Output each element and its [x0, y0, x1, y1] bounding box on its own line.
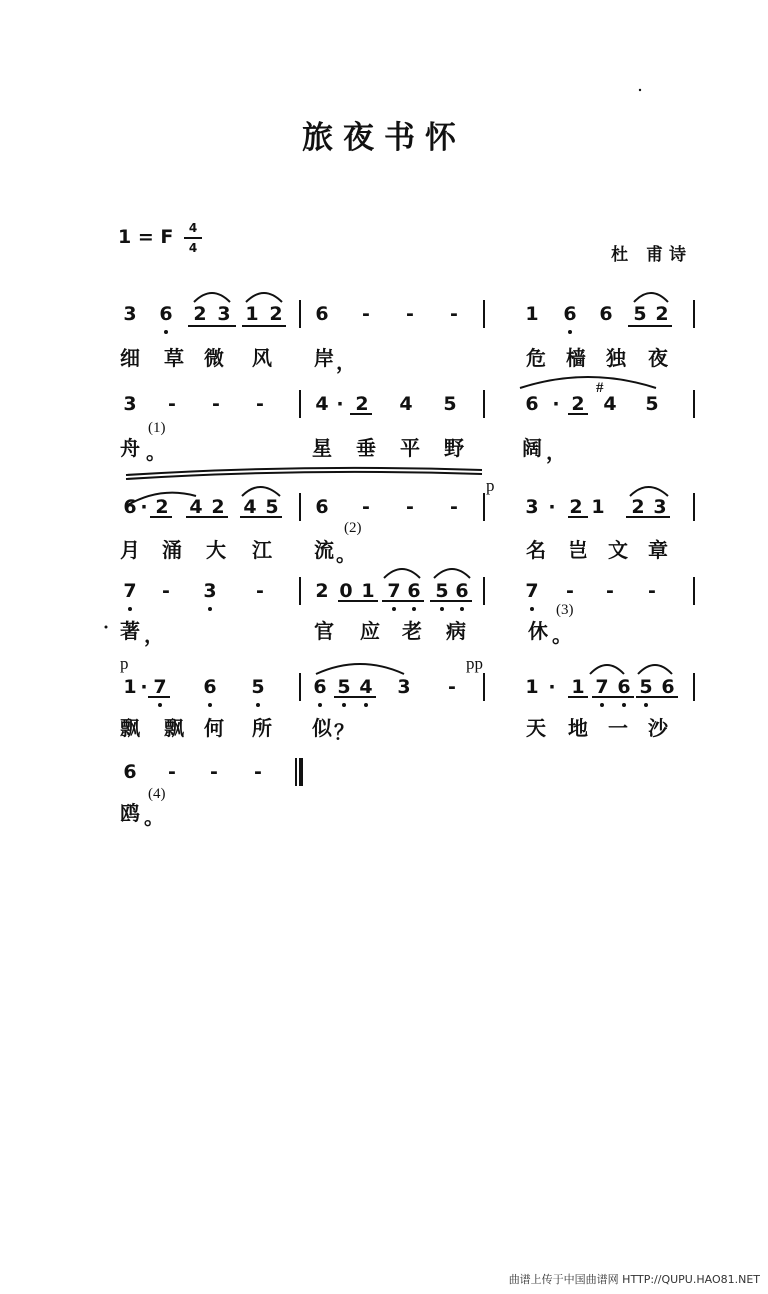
lyric: 舟 [120, 436, 140, 460]
octave-dot [622, 703, 626, 707]
note: 5 [337, 676, 351, 698]
note: 5 [443, 393, 457, 415]
note: - [168, 393, 176, 415]
note: 7 [525, 580, 539, 602]
lyric: 老 [402, 619, 422, 643]
lyric: 鸥 [120, 801, 140, 825]
note: 1 [525, 303, 539, 325]
note: - [256, 393, 264, 415]
lyric: 野 [444, 436, 464, 460]
note: 4 [315, 393, 329, 415]
note: 7 [123, 580, 137, 602]
lyric: 微 [204, 346, 224, 370]
lyric-punctuation: 。 [336, 542, 356, 566]
octave-dot [530, 607, 534, 611]
note: - [450, 303, 458, 325]
note: 7 [595, 676, 609, 698]
lyric: 细 [120, 346, 140, 370]
dynamic-marking: pp [466, 654, 483, 673]
slur [638, 665, 672, 674]
note: 2 [655, 303, 669, 325]
footnote-marker: (1) [148, 420, 166, 436]
octave-dot [158, 703, 162, 707]
note: - [450, 496, 458, 518]
note: - [362, 496, 370, 518]
note: 1 [525, 676, 539, 698]
lyric-punctuation: ， [546, 440, 566, 464]
note: 2 [155, 496, 169, 518]
note: - [212, 393, 220, 415]
lyric-punctuation: ， [144, 623, 164, 647]
note: 5 [435, 580, 449, 602]
sharp-accidental: # [596, 380, 604, 396]
lyric: 地 [568, 716, 588, 740]
note: 6 [159, 303, 173, 325]
lyric: 病 [446, 619, 466, 643]
page-title: 旅夜书怀 [302, 120, 466, 156]
lyric: 平 [400, 436, 420, 460]
lyric: 名 [526, 538, 546, 562]
note: - [256, 580, 264, 602]
key-signature: 1 = F [118, 226, 174, 248]
note: - [210, 761, 218, 783]
slur [434, 569, 470, 578]
lyric-punctuation: 。 [146, 440, 166, 464]
note: - [254, 761, 262, 783]
lyric-punctuation: ？ [334, 720, 354, 744]
note: 3 [123, 303, 137, 325]
note: 2 [193, 303, 207, 325]
lyric: 何 [204, 716, 224, 740]
note: 7 [153, 676, 167, 698]
lyric: 休 [528, 619, 548, 643]
note: 6 [123, 496, 137, 518]
note: - [448, 676, 456, 698]
note: - [606, 580, 614, 602]
note: 2 [211, 496, 225, 518]
note: · [548, 676, 556, 698]
lyric: 樯 [566, 346, 586, 370]
octave-dot [644, 703, 648, 707]
note: - [162, 580, 170, 602]
octave-dot [342, 703, 346, 707]
lyric: 危 [526, 346, 546, 370]
note: - [406, 496, 414, 518]
note: 6 [599, 303, 613, 325]
dynamic-marking: p [486, 476, 495, 495]
note: 5 [265, 496, 279, 518]
time-signature-top: 4 [188, 221, 198, 235]
note: - [362, 303, 370, 325]
note: 4 [359, 676, 373, 698]
octave-dot [460, 607, 464, 611]
lyric: 似 [312, 716, 332, 740]
note: 2 [631, 496, 645, 518]
lyric: 沙 [648, 716, 668, 740]
note: - [406, 303, 414, 325]
note: 6 [315, 496, 329, 518]
lyric: 流 [314, 538, 334, 562]
note: 1 [571, 676, 585, 698]
note: 4 [399, 393, 413, 415]
note: 5 [633, 303, 647, 325]
note: 6 [563, 303, 577, 325]
lyric: 岸 [314, 346, 334, 370]
note: 3 [525, 496, 539, 518]
lyric: 一 [608, 716, 628, 740]
note: 2 [315, 580, 329, 602]
note: 3 [217, 303, 231, 325]
note: 6 [455, 580, 469, 602]
note: 1 [591, 496, 605, 518]
lyric: 章 [648, 538, 668, 562]
octave-dot [256, 703, 260, 707]
note: 2 [571, 393, 585, 415]
lyric: 阔 [522, 436, 542, 460]
note: 4 [243, 496, 257, 518]
lyric: 江 [252, 538, 272, 562]
lyric: 岂 [568, 538, 588, 562]
octave-dot [440, 607, 444, 611]
slur [590, 665, 624, 674]
note: · [140, 496, 148, 518]
note: · [552, 393, 560, 415]
lyric: 飘 [120, 716, 140, 740]
note: 6 [661, 676, 675, 698]
note: · [336, 393, 344, 415]
note: 2 [269, 303, 283, 325]
octave-dot [318, 703, 322, 707]
octave-dot [600, 703, 604, 707]
note: 6 [525, 393, 539, 415]
octave-dot [392, 607, 396, 611]
lyric-punctuation: ， [336, 350, 356, 374]
footnote-marker: (2) [344, 520, 362, 536]
lyric: 草 [164, 346, 184, 370]
lyric: 星 [312, 436, 332, 460]
note: 3 [397, 676, 411, 698]
note: - [648, 580, 656, 602]
note: 2 [569, 496, 583, 518]
slur [384, 569, 420, 578]
lyric: 飘 [164, 716, 184, 740]
note: 3 [203, 580, 217, 602]
octave-dot [412, 607, 416, 611]
note: 1 [245, 303, 259, 325]
note: 2 [355, 393, 369, 415]
note: · [548, 496, 556, 518]
note: 5 [639, 676, 653, 698]
note: 6 [407, 580, 421, 602]
dynamic-marking: p [120, 654, 129, 673]
lyric: 夜 [648, 346, 668, 370]
lyric: 独 [606, 346, 626, 370]
lyric: 天 [526, 716, 546, 740]
slur [630, 487, 668, 496]
note: · [140, 676, 148, 698]
lyric-punctuation: 。 [144, 805, 164, 829]
lyric: 应 [360, 619, 380, 643]
footnote-marker: (3) [556, 602, 574, 618]
note: 5 [645, 393, 659, 415]
note: 6 [313, 676, 327, 698]
lyric: 风 [252, 346, 272, 370]
octave-dot [128, 607, 132, 611]
lyric: 大 [206, 538, 226, 562]
poet-credit: 杜 甫诗 [611, 245, 692, 265]
slur [316, 664, 404, 674]
note: 1 [123, 676, 137, 698]
slur [634, 293, 668, 302]
note: 6 [617, 676, 631, 698]
note: 6 [123, 761, 137, 783]
note: 1 [361, 580, 375, 602]
note: 4 [603, 393, 617, 415]
lyric-punctuation: 。 [552, 623, 572, 647]
slur [246, 293, 282, 302]
octave-dot [164, 330, 168, 334]
stray-dot [639, 89, 641, 91]
slur [242, 487, 280, 496]
lyric: 所 [252, 716, 272, 740]
note: 5 [251, 676, 265, 698]
lyric: 著 [120, 619, 140, 643]
note: 6 [315, 303, 329, 325]
octave-dot [208, 607, 212, 611]
note: - [168, 761, 176, 783]
note: 7 [387, 580, 401, 602]
note: 3 [653, 496, 667, 518]
octave-dot [364, 703, 368, 707]
octave-dot [208, 703, 212, 707]
stray-dot [105, 626, 108, 629]
lyric: 垂 [356, 436, 376, 460]
lyric: 文 [608, 538, 628, 562]
lyric: 涌 [162, 538, 182, 562]
note: - [566, 580, 574, 602]
lyric: 官 [314, 619, 334, 643]
source-watermark: 曲谱上传于中国曲谱网 HTTP://QUPU.HAO81.NET [508, 1273, 760, 1286]
lyric: 月 [120, 538, 140, 562]
note: 0 [339, 580, 353, 602]
time-signature-bottom: 4 [188, 241, 198, 255]
note: 6 [203, 676, 217, 698]
slur [520, 377, 656, 388]
footnote-marker: (4) [148, 786, 166, 802]
slur [194, 293, 230, 302]
note: 4 [189, 496, 203, 518]
octave-dot [568, 330, 572, 334]
note: 3 [123, 393, 137, 415]
